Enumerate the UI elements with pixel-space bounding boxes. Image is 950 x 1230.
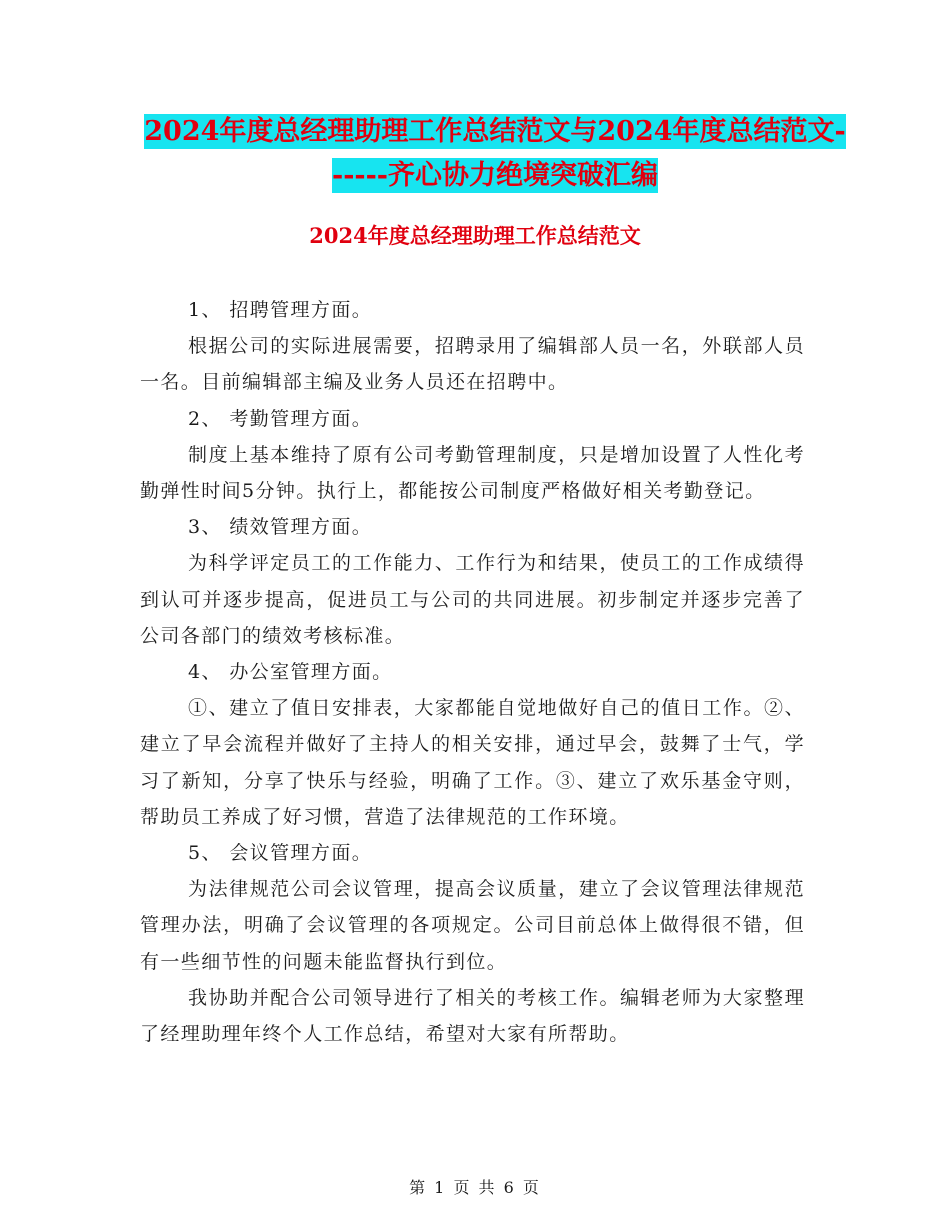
paragraph: 为法律规范公司会议管理，提高会议质量，建立了会议管理法律规范管理办法，明确了会议管理的各项规定。公司目前总体上做得很不错，但有一些细节性的问题未能监督执行到位。 <box>140 878 805 973</box>
document-title <box>140 110 850 198</box>
paragraph: 4、 办公室管理方面。 <box>188 661 393 684</box>
paragraph: 2、 考勤管理方面。 <box>188 407 373 430</box>
paragraph: 我协助并配合公司领导进行了相关的考核工作。编辑老师为大家整理了经理助理年终个人工作总结，希望对大家有所帮助。 <box>140 986 805 1046</box>
paragraph: 制度上基本维持了原有公司考勤管理制度，只是增加设置了人性化考勤弹性时间5分钟。执行上，都能按公司制度严格做好相关考勤登记。 <box>140 443 805 503</box>
paragraph: 3、 绩效管理方面。 <box>188 516 373 539</box>
paragraph: 为科学评定员工的工作能力、工作行为和结果，使员工的工作成绩得到认可并逐步提高，促进员工与公司的共同进展。初步制定并逐步完善了公司各部门的绩效考核标准。 <box>140 552 805 647</box>
paragraph: 根据公司的实际进展需要，招聘录用了编辑部人员一名，外联部人员一名。目前编辑部主编及业务人员还在招聘中。 <box>140 335 805 394</box>
paragraph: ①、建立了值日安排表，大家都能自觉地做好自己的值日工作。②、建立了早会流程并做好了主持人的相关安排，通过早会，鼓舞了士气，学习了新知，分享了快乐与经验，明确了工作。③、建立了欢乐基金守则，帮助员工养成了好习惯，营造了法律规范的工作环境。 <box>140 697 805 828</box>
paragraph: 1、 招聘管理方面。 <box>188 299 373 321</box>
document-body <box>140 292 805 1052</box>
document-title-text: 2024年度总经理助理工作总结范文与2024年度总结范文------齐心协力绝境突破汇编 <box>144 116 846 191</box>
page-footer: 第 1 页 共 6 页 <box>409 1178 541 1197</box>
section-title: 2024年度总经理助理工作总结范文 <box>309 223 641 248</box>
paragraph: 5、 会议管理方面。 <box>188 842 373 865</box>
